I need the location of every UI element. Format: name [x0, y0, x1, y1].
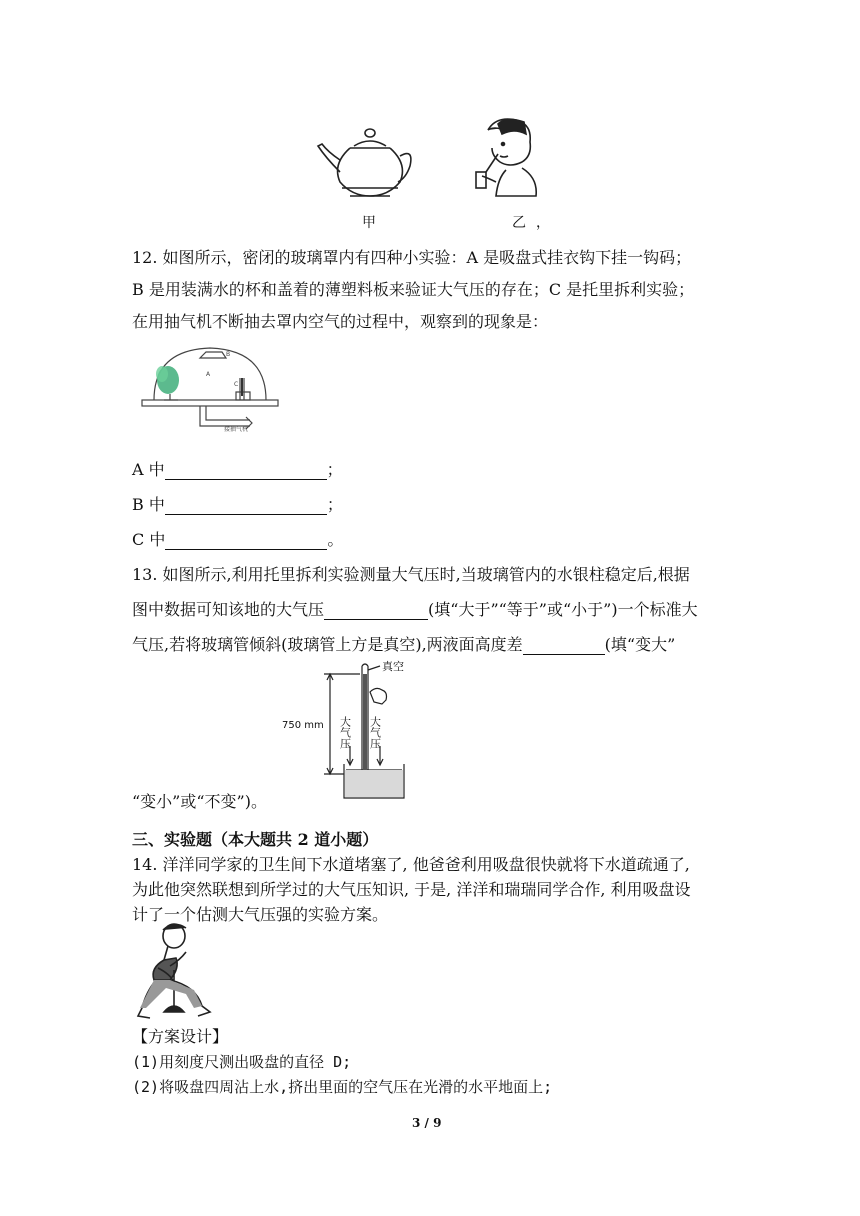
page-number: 3 / 9	[412, 1116, 442, 1130]
q14-text-line-1: 14. 洋洋同学家的卫生间下水道堵塞了, 他爸爸利用吸盘很快就将下水道疏通了,	[132, 855, 690, 874]
q12-answer-b-prefix: B 中	[132, 495, 165, 514]
q13-blank-2[interactable]	[523, 638, 605, 655]
q11-label-jia: 甲	[362, 215, 376, 231]
q12-answer-c-blank[interactable]	[165, 533, 327, 550]
teapot-illustration	[318, 129, 411, 196]
q12-text-line-2: B 是用装满水的杯和盖着的薄塑料板来验证大气压的存在；C 是托里拆利实验；	[132, 280, 695, 299]
q12-text-line-1: 12. 如图所示，密闭的玻璃罩内有四种小实验：A 是吸盘式挂衣钩下挂一钩码；	[132, 248, 692, 267]
q12-answer-b	[132, 495, 343, 515]
boy-drinking-illustration	[476, 119, 536, 196]
q13-text-line-3-a: 气压,若将玻璃管倾斜(玻璃管上方是真空),两液面高度差	[132, 635, 523, 654]
q12-text-line-3: 在用抽气机不断抽去罩内空气的过程中，观察到的现象是：	[132, 312, 549, 331]
q12-answer-a-prefix: A 中	[132, 460, 165, 479]
q13-height-label: 750 mm	[282, 720, 324, 731]
q12-answer-a-suffix: ；	[326, 460, 343, 479]
q13-pressure-label-right: 大气压	[368, 716, 382, 749]
q13-text-line-2-b: (填“大于”“等于”或“小于”)一个标准大	[428, 600, 698, 619]
q12-figure-pump-label: 接抽气机	[224, 426, 249, 433]
q11-label-yi: 乙	[512, 215, 526, 231]
q13-text-line-2-a: 图中数据可知该地的大气压	[132, 600, 325, 619]
q13-vacuum-label: 真空	[382, 660, 404, 673]
q14-plan-heading: 【方案设计】	[132, 1027, 229, 1046]
q12-answer-c-suffix: 。	[327, 530, 344, 549]
q12-bell-jar-figure	[140, 344, 280, 444]
q14-step-1: (1)用刻度尺测出吸盘的直径 D;	[132, 1053, 352, 1071]
q12-figure-label-a: A	[206, 371, 211, 378]
q13-text-line-4: “变小”或“不变”)。	[132, 792, 267, 811]
q12-answer-b-blank[interactable]	[165, 498, 327, 515]
q12-figure-label-c: C	[234, 381, 239, 388]
q12-answer-a	[132, 460, 343, 480]
q12-figure-label-b: B	[226, 351, 231, 358]
q13-text-line-3	[132, 635, 675, 655]
q11-trailing-comma: ，	[536, 215, 550, 231]
q14-text-line-3: 计了一个估测大气压强的实验方案。	[132, 905, 389, 924]
q12-answer-c-prefix: C 中	[132, 530, 166, 549]
q14-plunger-man-figure	[136, 920, 236, 1030]
q14-step-2: (2)将吸盘四周沾上水,挤出里面的空气压在光滑的水平地面上;	[132, 1078, 553, 1096]
q13-text-line-3-b: (填“变大”	[604, 635, 676, 654]
section-3-heading: 三、实验题（本大题共 2 道小题）	[132, 830, 379, 849]
q12-answer-b-suffix: ；	[326, 495, 343, 514]
q13-torricelli-figure	[282, 660, 432, 802]
q12-answer-a-blank[interactable]	[165, 463, 327, 480]
q13-blank-1[interactable]	[324, 603, 428, 620]
q13-text-line-1: 13. 如图所示,利用托里拆利实验测量大气压时,当玻璃管内的水银柱稳定后,根据	[132, 565, 690, 584]
q12-answer-c	[132, 530, 343, 550]
q13-pressure-label-left: 大气压	[338, 716, 352, 749]
q14-text-line-2: 为此他突然联想到所学过的大气压知识, 于是, 洋洋和瑞瑞同学合作, 利用吸盘设	[132, 880, 691, 899]
q13-text-line-2	[132, 600, 698, 620]
